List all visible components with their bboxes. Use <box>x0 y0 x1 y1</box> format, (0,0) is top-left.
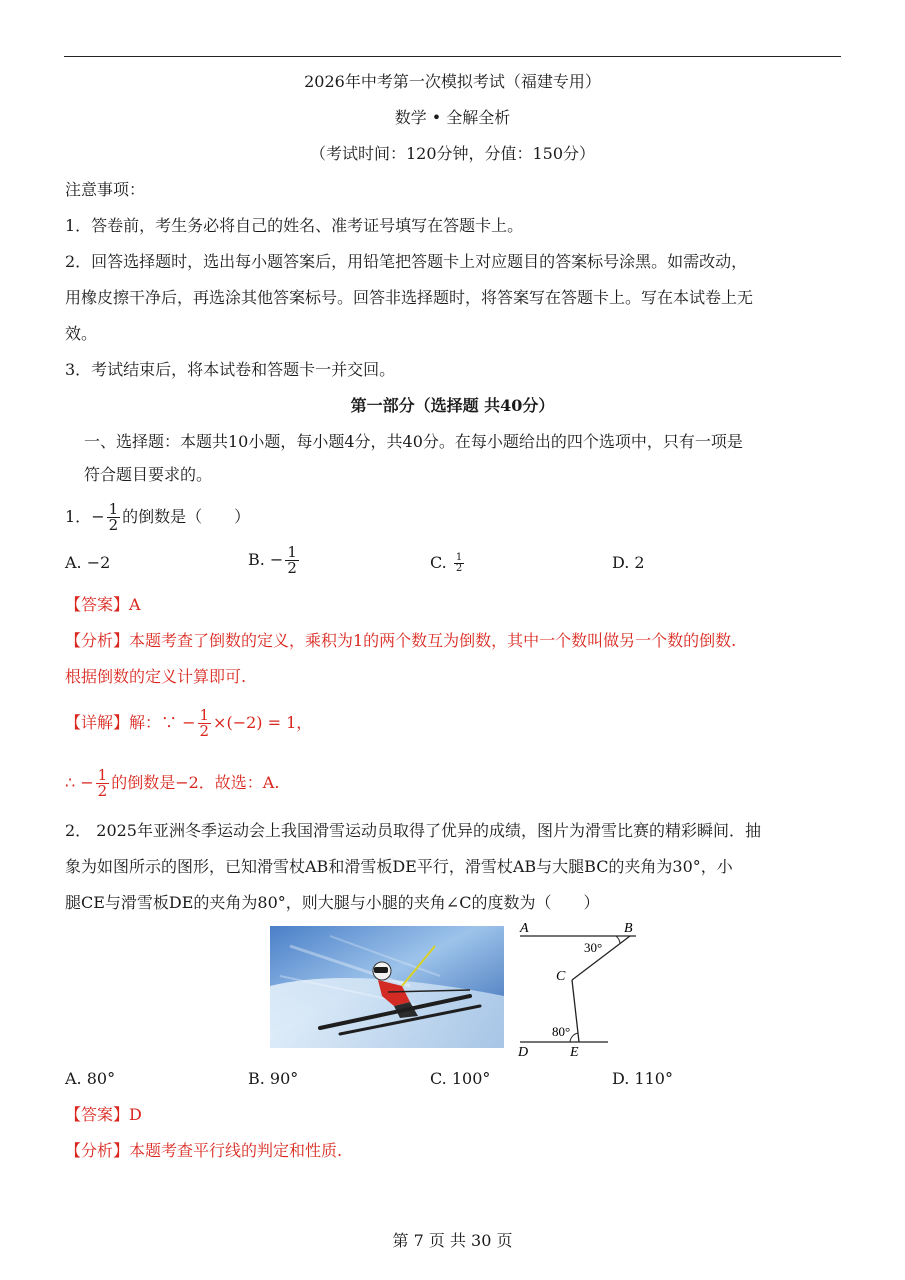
q1-option-c <box>430 552 466 574</box>
label-c: C <box>556 969 566 984</box>
q1-fraction <box>107 502 121 533</box>
q1-option-c-frac <box>454 553 464 574</box>
section-intro-line-1: 一、选择题：本题共10小题，每小题4分，共40分。在每小题给出的四个选项中，只有一项是 <box>84 432 743 451</box>
header-rule <box>64 56 841 57</box>
q1-option-b-frac <box>285 545 299 576</box>
label-d: D <box>518 1045 529 1060</box>
q1-detail-lead: 【详解】解：∵ − <box>65 713 196 732</box>
q1-stem-tail: 的倒数是（ ） <box>122 507 251 526</box>
section-heading: 第一部分（选择题 共40分） <box>350 396 555 415</box>
angle-b-label: 30° <box>584 940 603 955</box>
exam-subtitle: 数学 • 全解全析 <box>394 108 511 127</box>
q1-analysis-line-2: 根据倒数的定义计算即可. <box>65 667 247 686</box>
skier-photo <box>270 926 504 1048</box>
q1-option-b-den: 2 <box>287 559 297 577</box>
q1-option-b <box>248 545 301 576</box>
q1-conclusion <box>65 768 279 799</box>
q1-option-a: A. −2 <box>65 553 111 572</box>
exam-info: （考试时间：120分钟，分值：150分） <box>309 144 596 163</box>
q2-option-a: A. 80° <box>65 1069 116 1088</box>
q2-answer: 【答案】D <box>65 1105 142 1124</box>
q1-detail-tail: ×(−2) = 1， <box>213 713 313 732</box>
q1-option-b-label: B. − <box>248 550 284 569</box>
label-b: B <box>624 921 633 936</box>
q2-stem-line-2: 象为如图所示的图形，已知滑雪杖AB和滑雪板DE平行，滑雪杖AB与大腿BC的夹角为30°，小 <box>65 857 733 876</box>
note-1: 1．答卷前，考生务必将自己的姓名、准考证号填写在答题卡上。 <box>65 216 524 235</box>
skier-illustration <box>270 926 504 1048</box>
q1-number: 1． <box>65 507 92 526</box>
section-intro-line-2: 符合题目要求的。 <box>84 465 213 484</box>
q1-frac-num: 1 <box>108 500 119 518</box>
q2-stem-line-1: 2． 2025年亚洲冬季运动会上我国滑雪运动员取得了优异的成绩，图片为滑雪比赛的精彩瞬间．抽 <box>65 821 761 840</box>
notes-heading: 注意事项： <box>65 180 146 199</box>
note-3: 3．考试结束后，将本试卷和答题卡一并交回。 <box>65 360 396 379</box>
note-2-line-2: 用橡皮擦干净后，再选涂其他答案标号。回答非选择题时，将答案写在答题卡上。写在本试卷上无 <box>65 288 754 307</box>
q1-analysis-line-1: 【分析】本题考查了倒数的定义，乘积为1的两个数互为倒数，其中一个数叫做另一个数的倒数. <box>65 631 737 650</box>
note-2-line-1: 2．回答选择题时，选出每小题答案后，用铅笔把答题卡上对应题目的答案标号涂黑。如需改动， <box>65 252 748 271</box>
q1-option-b-num: 1 <box>287 543 297 561</box>
q1-detail-num: 1 <box>199 706 210 724</box>
q1-minus: − <box>91 507 105 526</box>
q1-conclusion-tail: 的倒数是−2．故选：A. <box>111 773 280 792</box>
q1-conclusion-num: 1 <box>97 766 108 784</box>
exam-title: 2026年中考第一次模拟考试（福建专用） <box>304 72 601 91</box>
geometry-diagram <box>512 918 642 1060</box>
q1-conclusion-lead: ∴ − <box>65 773 94 792</box>
q2-stem-line-3: 腿CE与滑雪板DE的夹角为80°，则大腿与小腿的夹角∠C的度数为（ ） <box>65 893 600 912</box>
q2-option-c: C. 100° <box>430 1069 491 1088</box>
q1-option-c-label: C. <box>430 553 447 572</box>
q1-detail <box>65 708 312 739</box>
q1-option-c-num: 1 <box>455 552 463 563</box>
note-2-line-3: 效。 <box>65 324 98 343</box>
q1-stem <box>65 502 250 533</box>
q1-conclusion-frac <box>96 768 110 799</box>
q1-option-c-den: 2 <box>455 563 463 574</box>
page-footer: 第 7 页 共 30 页 <box>392 1231 513 1250</box>
q1-option-d: D. 2 <box>612 553 645 572</box>
q2-option-d: D. 110° <box>612 1069 673 1088</box>
label-a: A <box>520 921 529 936</box>
q2-option-b: B. 90° <box>248 1069 299 1088</box>
label-e: E <box>570 1045 579 1060</box>
q2-analysis: 【分析】本题考查平行线的判定和性质. <box>65 1141 343 1160</box>
q1-frac-den: 2 <box>108 516 119 534</box>
angle-e-label: 80° <box>552 1024 571 1039</box>
q1-detail-frac <box>198 708 212 739</box>
q1-detail-den: 2 <box>199 722 210 740</box>
geometry-figure <box>512 918 642 1060</box>
q1-conclusion-den: 2 <box>97 782 108 800</box>
q1-answer: 【答案】A <box>65 595 141 614</box>
